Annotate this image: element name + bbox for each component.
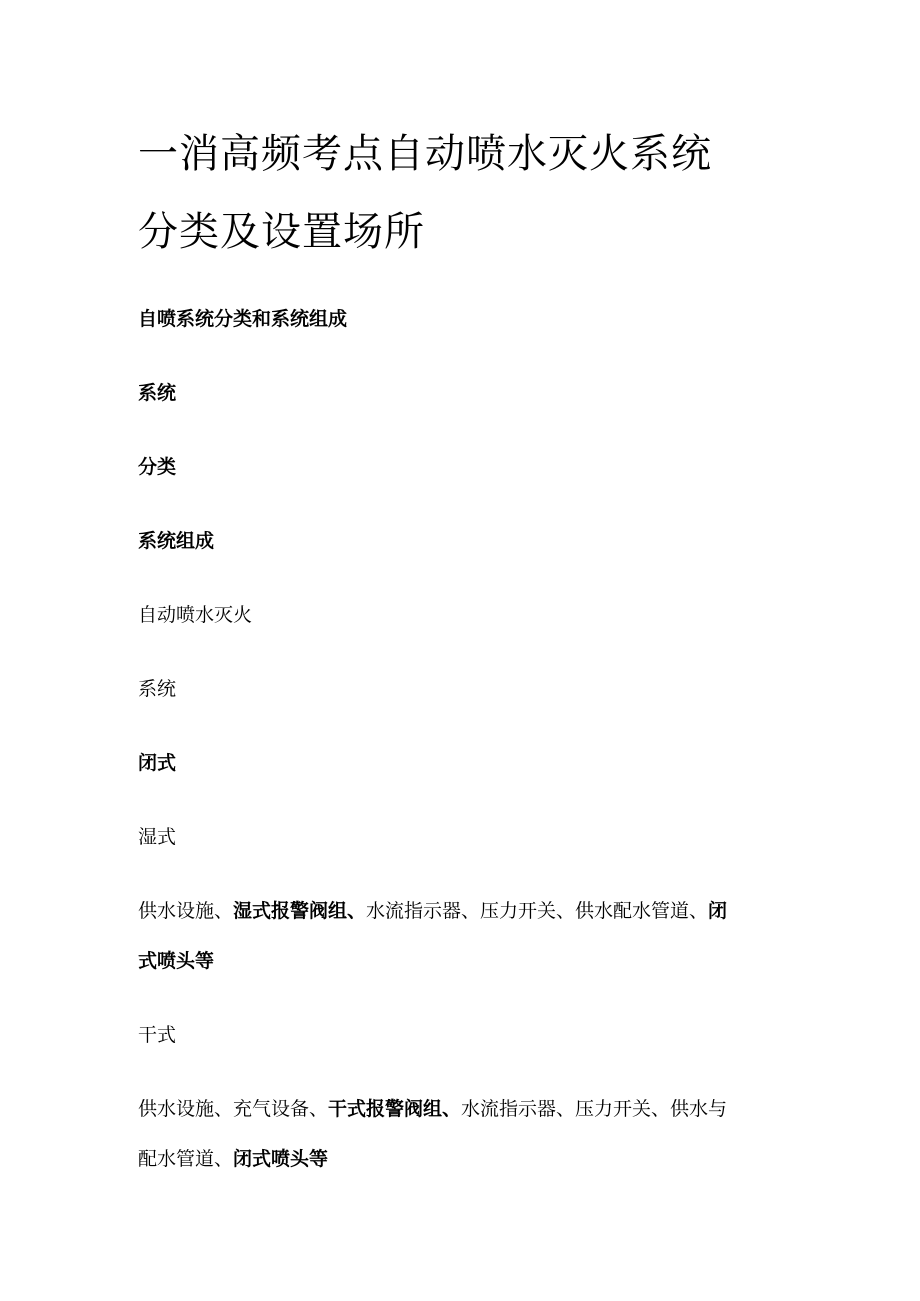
table-header-category: 分类 <box>138 456 177 478</box>
dry-line1-seg-1: 干式报警阀组、 <box>328 1098 462 1120</box>
wet-line2-seg-0: 式喷头等 <box>138 950 215 972</box>
wet-line1-seg-3: 闭 <box>708 900 728 922</box>
dry-composition-line-1 <box>138 1100 727 1119</box>
dry-line2-seg-0: 配水管道、 <box>138 1148 234 1170</box>
wet-composition-line-1 <box>138 902 727 921</box>
dry-line1-seg-0: 供水设施、充气设备、 <box>138 1098 329 1120</box>
dry-line1-seg-2: 水流指示器、压力开关、供水与 <box>461 1098 728 1120</box>
document-title-line-1: 一消高频考点自动喷水灭火系统 <box>138 131 712 177</box>
dry-line2-seg-1: 闭式喷头等 <box>233 1148 329 1170</box>
dry-composition-line-2 <box>138 1150 328 1169</box>
section-heading: 自喷系统分类和系统组成 <box>138 308 348 330</box>
document-title-line-2: 分类及设置场所 <box>138 209 425 255</box>
table-header-composition: 系统组成 <box>138 530 215 552</box>
wet-line1-seg-1: 湿式报警阀组、 <box>233 900 367 922</box>
wet-line1-seg-0: 供水设施、 <box>138 900 234 922</box>
table-header-system: 系统 <box>138 382 177 404</box>
system-name-part-1: 自动喷水灭火 <box>138 604 253 626</box>
wet-line1-seg-2: 水流指示器、压力开关、供水配水管道、 <box>366 900 709 922</box>
subtype-dry-label: 干式 <box>138 1024 177 1046</box>
category-closed: 闭式 <box>138 752 177 774</box>
wet-composition-line-2 <box>138 952 214 971</box>
subtype-wet-label: 湿式 <box>138 826 177 848</box>
system-name-part-2: 系统 <box>138 678 177 700</box>
